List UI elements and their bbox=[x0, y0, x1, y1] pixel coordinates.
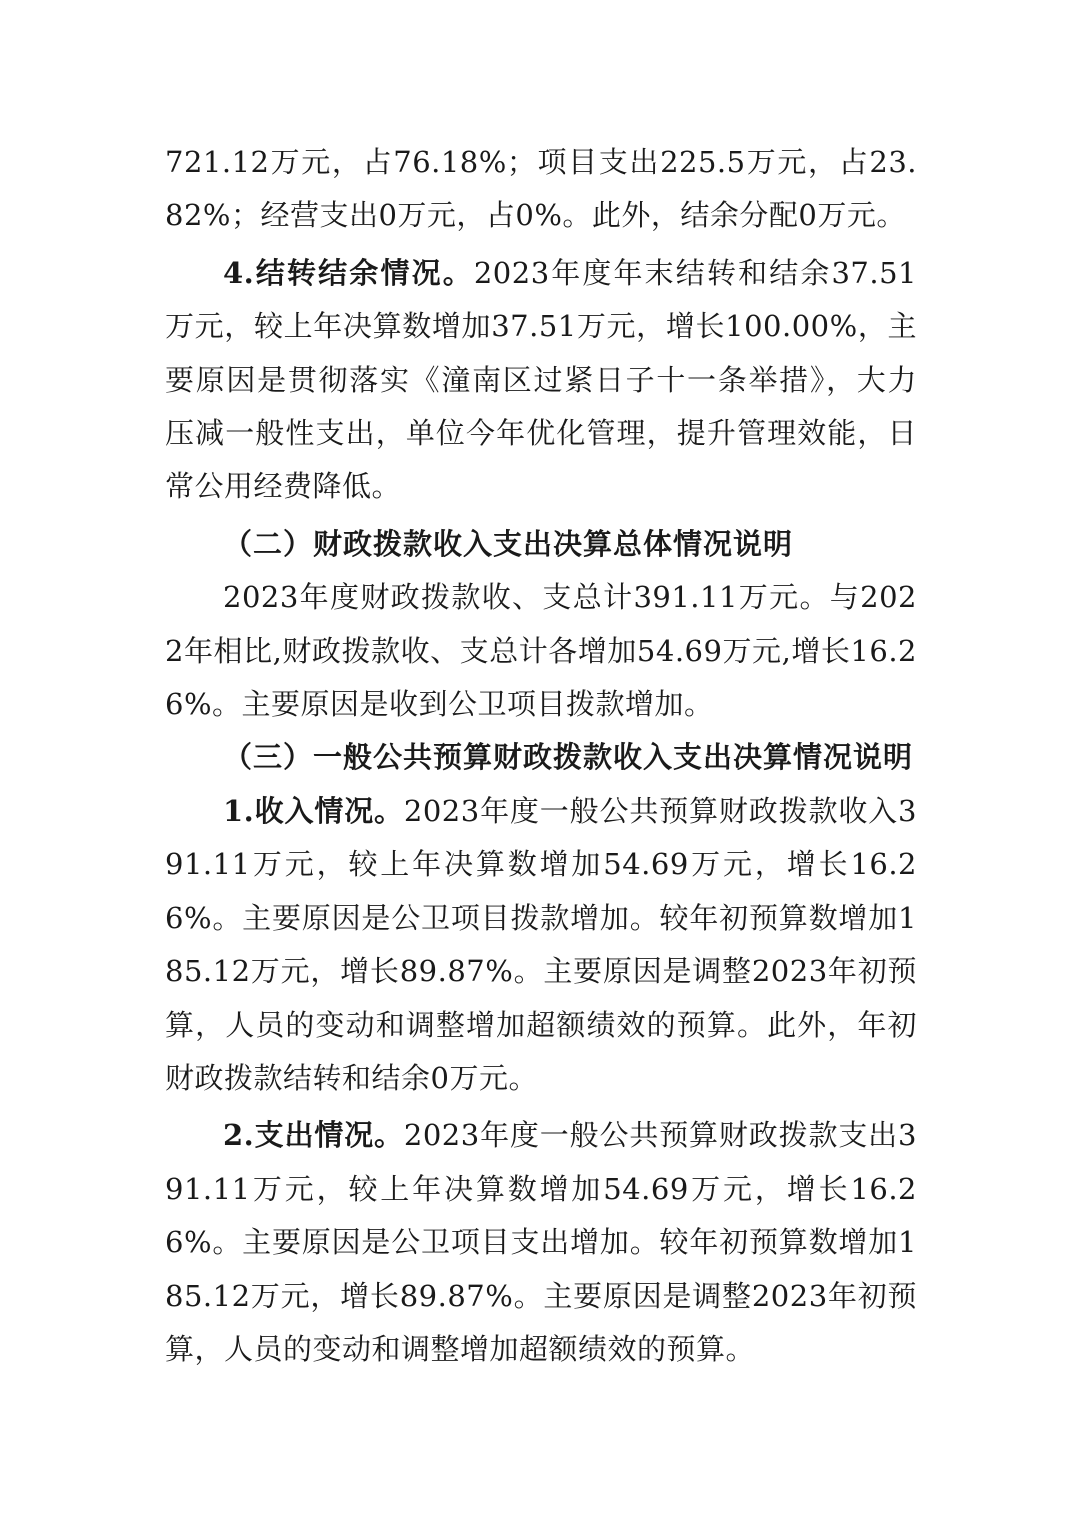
paragraph-income bbox=[165, 785, 917, 1105]
paragraph-expenditure-continued: 721.12万元，占76.18%；项目支出225.5万元，占23.82%；经营支出0万元，占0%。此外，结余分配0万元。 bbox=[165, 145, 917, 233]
paragraph-carryover-lead: 4.结转结余情况。 bbox=[223, 255, 474, 290]
section-heading-2: （二）财政拨款收入支出决算总体情况说明 bbox=[223, 526, 794, 561]
paragraph-income-body: 2023年度一般公共预算财政拨款收入391.11万元，较上年决算数增加54.69万元，增长16.26%。主要原因是公卫项目拨款增加。较年初预算数增加185.12万元，增长89.87%。主要原因是调整2023年初预算，人员的变动和调整增加超额绩效的预算。此外，年初财政拨款结转和结余0万元。 bbox=[165, 793, 917, 1095]
paragraph-expenditure-body: 2023年度一般公共预算财政拨款支出391.11万元，较上年决算数增加54.69万元，增长16.26%。主要原因是公卫项目支出增加。较年初预算数增加185.12万元，增长89.87%。主要原因是调整2023年初预算，人员的变动和调整增加超额绩效的预算。 bbox=[165, 1118, 917, 1366]
paragraph-carryover bbox=[165, 247, 917, 514]
paragraph-fiscal-total: 2023年度财政拨款收、支总计391.11万元。与2022年相比,财政拨款收、支总计各增加54.69万元,增长16.26%。主要原因是收到公卫项目拨款增加。 bbox=[165, 580, 917, 722]
section-heading-3: （三）一般公共预算财政拨款收入支出决算情况说明 bbox=[223, 740, 914, 775]
paragraph-expenditure bbox=[165, 1109, 917, 1376]
paragraph-income-lead: 1.收入情况。 bbox=[223, 793, 404, 828]
paragraph-carryover-body: 2023年度年末结转和结余37.51万元，较上年决算数增加37.51万元，增长100.00%，主要原因是贯彻落实《潼南区过紧日子十一条举措》，大力压减一般性支出，单位今年优化管理，提升管理效能，日常公用经费降低。 bbox=[165, 255, 917, 504]
paragraph-expenditure-lead: 2.支出情况。 bbox=[223, 1118, 404, 1153]
document-page bbox=[165, 136, 917, 1376]
